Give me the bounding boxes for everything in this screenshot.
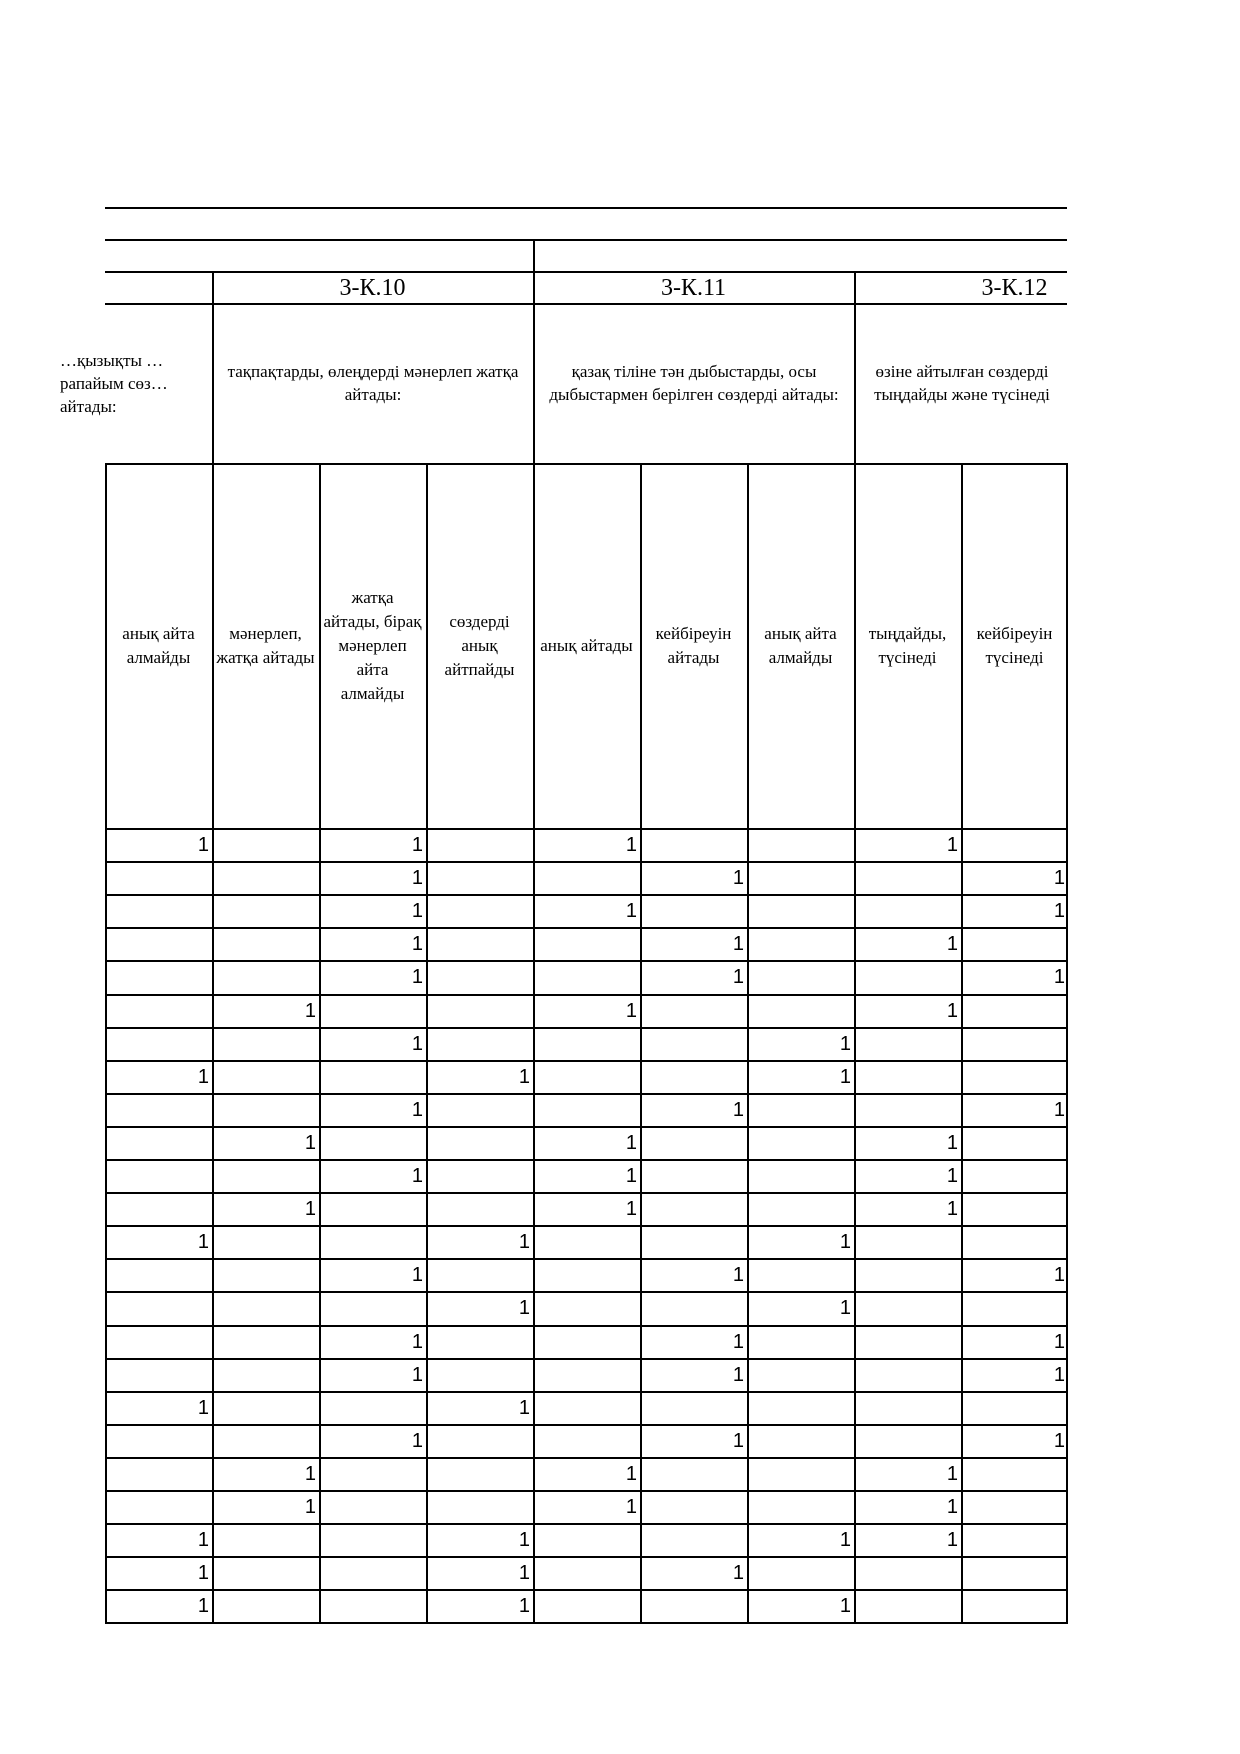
table-cell[interactable] [961, 928, 1068, 961]
group-title [60, 305, 210, 461]
table-cell[interactable] [640, 1127, 747, 1160]
column-header: кейбіреуін айтады [655, 623, 732, 667]
table-cell[interactable]: 1 [304, 1131, 316, 1154]
table-cell[interactable] [961, 1160, 1068, 1193]
table-cell[interactable] [747, 1425, 854, 1458]
table-cell[interactable]: 1 [197, 1065, 209, 1088]
table-cell[interactable] [105, 1193, 212, 1226]
table-cell[interactable] [533, 1226, 640, 1259]
table-cell[interactable] [854, 1061, 961, 1094]
table-cell[interactable] [426, 1160, 533, 1193]
table-cell[interactable] [854, 1359, 961, 1392]
table-cell[interactable]: 1 [411, 834, 423, 856]
table-cell[interactable] [533, 1292, 640, 1325]
table-cell[interactable] [533, 1524, 640, 1557]
table-cell[interactable]: 1 [304, 1198, 316, 1221]
table-cell[interactable]: 1 [946, 834, 958, 856]
table-cell[interactable] [640, 1028, 747, 1061]
table-cell[interactable] [747, 862, 854, 895]
column-header: сөздерді анық айтпайды [444, 611, 515, 679]
table-cell[interactable] [961, 1127, 1068, 1160]
table-cell[interactable] [212, 1259, 319, 1292]
table-cell[interactable] [319, 1193, 426, 1226]
top-rule [105, 207, 1067, 209]
table-cell[interactable]: 1 [197, 834, 209, 856]
table-cell[interactable] [961, 1028, 1068, 1061]
table-cell[interactable] [747, 1458, 854, 1491]
table-cell[interactable]: 1 [839, 1529, 851, 1552]
table-cell[interactable]: 1 [839, 1297, 851, 1320]
group-title-text: …қызықты …рапайым сөз… айтады: [60, 350, 168, 416]
table-cell[interactable] [640, 1226, 747, 1259]
table-cell[interactable]: 1 [197, 1231, 209, 1254]
table-cell[interactable] [640, 1590, 747, 1623]
table-cell[interactable] [105, 1326, 212, 1359]
table-cell[interactable] [426, 1094, 533, 1127]
table-cell[interactable]: 1 [625, 1462, 637, 1485]
table-cell[interactable] [533, 1259, 640, 1292]
table-cell[interactable] [212, 862, 319, 895]
table-cell[interactable] [105, 1259, 212, 1292]
table-cell[interactable]: 1 [518, 1297, 530, 1320]
table-cell[interactable] [640, 1524, 747, 1557]
table-cell[interactable] [319, 1524, 426, 1557]
table-cell[interactable] [105, 862, 212, 895]
table-cell[interactable]: 1 [946, 1198, 958, 1221]
table-cell[interactable] [747, 1392, 854, 1425]
table-cell[interactable] [854, 862, 961, 895]
table-cell[interactable] [961, 1590, 1068, 1623]
table-cell[interactable] [854, 895, 961, 928]
table-cell[interactable] [105, 1028, 212, 1061]
group-title [542, 305, 846, 461]
table-cell[interactable] [533, 928, 640, 961]
table-cell[interactable]: 1 [411, 1264, 423, 1287]
table-cell[interactable]: 1 [1053, 867, 1065, 890]
table-cell[interactable]: 1 [411, 1032, 423, 1055]
table-cell[interactable] [105, 895, 212, 928]
table-cell[interactable]: 1 [518, 1396, 530, 1419]
table-cell[interactable] [961, 1392, 1068, 1425]
table-cell[interactable] [319, 1590, 426, 1623]
table-cell[interactable] [319, 995, 426, 1028]
table-cell[interactable]: 1 [625, 900, 637, 923]
table-cell[interactable] [426, 862, 533, 895]
table-cell[interactable] [961, 1524, 1068, 1557]
table-cell[interactable]: 1 [732, 1429, 744, 1452]
table-cell[interactable]: 1 [411, 900, 423, 923]
table-cell[interactable] [212, 1359, 319, 1392]
table-cell[interactable] [747, 995, 854, 1028]
table-cell[interactable] [426, 995, 533, 1028]
table-cell[interactable]: 1 [625, 1131, 637, 1154]
table-cell[interactable] [105, 1491, 212, 1524]
table-cell[interactable] [212, 1557, 319, 1590]
table-cell[interactable]: 1 [411, 1330, 423, 1353]
table-cell[interactable] [854, 1326, 961, 1359]
table-cell[interactable]: 1 [1053, 1330, 1065, 1353]
table-cell[interactable] [319, 1392, 426, 1425]
table-cell[interactable] [105, 1127, 212, 1160]
group-code: 3-К.10 [339, 275, 406, 301]
table-cell[interactable] [212, 1524, 319, 1557]
table-cell[interactable]: 1 [946, 1496, 958, 1518]
table-cell[interactable] [533, 1061, 640, 1094]
table-cell[interactable] [533, 1392, 640, 1425]
table-cell[interactable]: 1 [732, 1363, 744, 1386]
table-cell[interactable] [426, 1127, 533, 1160]
table-cell[interactable]: 1 [411, 867, 423, 890]
table-cell[interactable] [640, 1292, 747, 1325]
table-cell[interactable]: 1 [518, 1562, 530, 1585]
table-cell[interactable] [212, 895, 319, 928]
table-cell[interactable] [854, 1590, 961, 1623]
table-cell[interactable]: 1 [518, 1529, 530, 1552]
table-cell[interactable]: 1 [625, 1165, 637, 1187]
table-cell[interactable] [212, 1160, 319, 1193]
table-cell[interactable] [854, 1392, 961, 1425]
group-title-text: тақпақтарды, өлеңдерді мәнерлеп жатқа айтады: [227, 362, 519, 404]
table-cell[interactable] [747, 1193, 854, 1226]
table-cell[interactable] [747, 1127, 854, 1160]
table-cell[interactable] [961, 995, 1068, 1028]
table-cell[interactable] [640, 1458, 747, 1491]
table-cell[interactable] [854, 1425, 961, 1458]
table-cell[interactable]: 1 [411, 1098, 423, 1121]
table-cell[interactable]: 1 [1053, 1098, 1065, 1121]
table-cell[interactable] [426, 928, 533, 961]
table-cell[interactable] [105, 995, 212, 1028]
table-cell[interactable] [212, 1326, 319, 1359]
table-cell[interactable] [319, 1226, 426, 1259]
group-title [862, 305, 1062, 461]
table-cell[interactable] [105, 1425, 212, 1458]
table-cell[interactable] [640, 895, 747, 928]
table-cell[interactable] [747, 1359, 854, 1392]
table-cell[interactable] [961, 1193, 1068, 1226]
table-cell[interactable]: 1 [625, 1198, 637, 1221]
table-cell[interactable]: 1 [411, 966, 423, 989]
top-rule [105, 239, 1067, 241]
table-cell[interactable]: 1 [1053, 1429, 1065, 1452]
table-cell[interactable]: 1 [411, 1165, 423, 1187]
table-cell[interactable] [105, 1160, 212, 1193]
table-cell[interactable] [426, 1425, 533, 1458]
table-cell[interactable]: 1 [1053, 900, 1065, 923]
table-cell[interactable] [854, 1259, 961, 1292]
table-cell[interactable] [212, 829, 319, 862]
table-cell[interactable]: 1 [946, 933, 958, 956]
table-cell[interactable] [747, 895, 854, 928]
table-cell[interactable]: 1 [304, 1496, 316, 1518]
table-cell[interactable] [212, 1425, 319, 1458]
table-cell[interactable] [426, 829, 533, 862]
table-cell[interactable] [319, 1292, 426, 1325]
table-cell[interactable] [854, 1226, 961, 1259]
column-header: мәнерлеп, жатқа айтады [216, 623, 315, 667]
table-cell[interactable]: 1 [518, 1065, 530, 1088]
table-cell[interactable] [640, 1061, 747, 1094]
group-title [222, 305, 524, 461]
table-cell[interactable]: 1 [625, 1496, 637, 1518]
table-cell[interactable] [854, 1292, 961, 1325]
table-cell[interactable]: 1 [732, 1098, 744, 1121]
group-title-text: қазақ тіліне тән дыбыстарды, осы дыбыстармен берілген сөздерді айтады: [549, 362, 839, 404]
table-cell[interactable] [319, 1127, 426, 1160]
table-cell[interactable]: 1 [518, 1231, 530, 1254]
table-cell[interactable] [640, 1392, 747, 1425]
table-cell[interactable] [212, 1392, 319, 1425]
table-cell[interactable] [747, 1491, 854, 1524]
table-cell[interactable]: 1 [197, 1595, 209, 1618]
table-cell[interactable] [105, 1359, 212, 1392]
table-cell[interactable] [961, 1061, 1068, 1094]
column-header: тыңдайды, түсінеді [868, 623, 947, 667]
table-cell[interactable] [212, 1028, 319, 1061]
table-cell[interactable] [640, 1491, 747, 1524]
table-cell[interactable]: 1 [732, 966, 744, 989]
group-code: 3-К.12 [981, 275, 1048, 301]
table-cell[interactable] [212, 1061, 319, 1094]
table-cell[interactable] [426, 1359, 533, 1392]
table-cell[interactable]: 1 [1053, 1264, 1065, 1287]
column-header: жатқа айтады, бірақ мәнерлеп айта алмайды [323, 587, 422, 703]
table-cell[interactable] [747, 1259, 854, 1292]
table-cell[interactable] [640, 1193, 747, 1226]
group-code: 3-К.11 [660, 275, 727, 301]
table-cell[interactable]: 1 [732, 1330, 744, 1353]
table-cell[interactable] [212, 928, 319, 961]
table-cell[interactable] [426, 1491, 533, 1524]
table-cell[interactable]: 1 [732, 1562, 744, 1585]
table-cell[interactable]: 1 [411, 933, 423, 956]
table-cell[interactable] [747, 961, 854, 994]
table-cell[interactable] [747, 1557, 854, 1590]
table-cell[interactable]: 1 [411, 1363, 423, 1386]
table-cell[interactable] [640, 1160, 747, 1193]
table-cell[interactable]: 1 [732, 933, 744, 956]
table-cell[interactable] [640, 995, 747, 1028]
table-cell[interactable] [319, 1061, 426, 1094]
table-cell[interactable] [212, 1094, 319, 1127]
table-cell[interactable] [854, 961, 961, 994]
table-cell[interactable] [426, 1458, 533, 1491]
table-cell[interactable]: 1 [625, 834, 637, 856]
table-cell[interactable]: 1 [839, 1065, 851, 1088]
table-cell[interactable] [961, 1292, 1068, 1325]
table-cell[interactable] [105, 961, 212, 994]
table-cell[interactable] [533, 862, 640, 895]
table-cell[interactable] [533, 1028, 640, 1061]
table-cell[interactable]: 1 [839, 1032, 851, 1055]
table-cell[interactable] [426, 1028, 533, 1061]
table-cell[interactable]: 1 [946, 1462, 958, 1485]
table-cell[interactable] [961, 1557, 1068, 1590]
table-cell[interactable] [533, 1590, 640, 1623]
table-cell[interactable] [533, 1326, 640, 1359]
grid-vline [533, 239, 535, 271]
table-cell[interactable] [747, 1094, 854, 1127]
table-cell[interactable]: 1 [197, 1529, 209, 1552]
table-cell[interactable] [212, 1292, 319, 1325]
column-header: анық айта алмайды [764, 623, 837, 667]
table-cell[interactable] [854, 1028, 961, 1061]
table-cell[interactable]: 1 [197, 1562, 209, 1585]
table-cell[interactable]: 1 [732, 867, 744, 890]
table-cell[interactable] [319, 1458, 426, 1491]
table-cell[interactable] [961, 829, 1068, 862]
table-cell[interactable]: 1 [518, 1595, 530, 1618]
table-cell[interactable] [854, 1094, 961, 1127]
table-cell[interactable]: 1 [411, 1429, 423, 1452]
table-cell[interactable] [105, 928, 212, 961]
column-header: анық айта алмайды [122, 623, 195, 667]
table-cell[interactable] [105, 1292, 212, 1325]
table-cell[interactable]: 1 [839, 1595, 851, 1618]
table-cell[interactable] [426, 1193, 533, 1226]
table-cell[interactable] [961, 1458, 1068, 1491]
table-cell[interactable]: 1 [1053, 966, 1065, 989]
table-cell[interactable]: 1 [1053, 1363, 1065, 1386]
table-cell[interactable]: 1 [839, 1231, 851, 1254]
table-cell[interactable] [105, 1094, 212, 1127]
table-cell[interactable] [533, 1557, 640, 1590]
table-cell[interactable]: 1 [946, 999, 958, 1022]
table-cell[interactable] [747, 829, 854, 862]
table-cell[interactable] [426, 895, 533, 928]
table-cell[interactable] [961, 1226, 1068, 1259]
column-header: кейбіреуін түсінеді [976, 623, 1053, 667]
table-cell[interactable] [533, 1359, 640, 1392]
table-cell[interactable] [640, 829, 747, 862]
table-cell[interactable] [747, 928, 854, 961]
table-cell[interactable] [426, 1326, 533, 1359]
table-cell[interactable] [426, 961, 533, 994]
table-cell[interactable]: 1 [946, 1131, 958, 1154]
table-cell[interactable] [212, 1226, 319, 1259]
table-cell[interactable] [533, 1094, 640, 1127]
table-cell[interactable] [533, 961, 640, 994]
table-cell[interactable] [319, 1557, 426, 1590]
table-cell[interactable] [854, 1557, 961, 1590]
table-cell[interactable] [212, 961, 319, 994]
table-cell[interactable]: 1 [625, 999, 637, 1022]
table-cell[interactable]: 1 [946, 1165, 958, 1187]
table-cell[interactable] [747, 1160, 854, 1193]
group-title-text: өзіне айтылған сөздерді тыңдайды және түсінеді [874, 362, 1050, 404]
table-cell[interactable] [747, 1326, 854, 1359]
table-cell[interactable]: 1 [304, 999, 316, 1022]
column-header: анық айтады [540, 635, 633, 655]
table-cell[interactable] [105, 1458, 212, 1491]
table-cell[interactable] [426, 1259, 533, 1292]
table-cell[interactable] [212, 1590, 319, 1623]
table-cell[interactable]: 1 [304, 1462, 316, 1485]
table-cell[interactable] [961, 1491, 1068, 1524]
table-cell[interactable]: 1 [197, 1396, 209, 1419]
table-cell[interactable] [319, 1491, 426, 1524]
table-cell[interactable]: 1 [732, 1264, 744, 1287]
table-cell[interactable]: 1 [946, 1529, 958, 1552]
table-cell[interactable] [533, 1425, 640, 1458]
